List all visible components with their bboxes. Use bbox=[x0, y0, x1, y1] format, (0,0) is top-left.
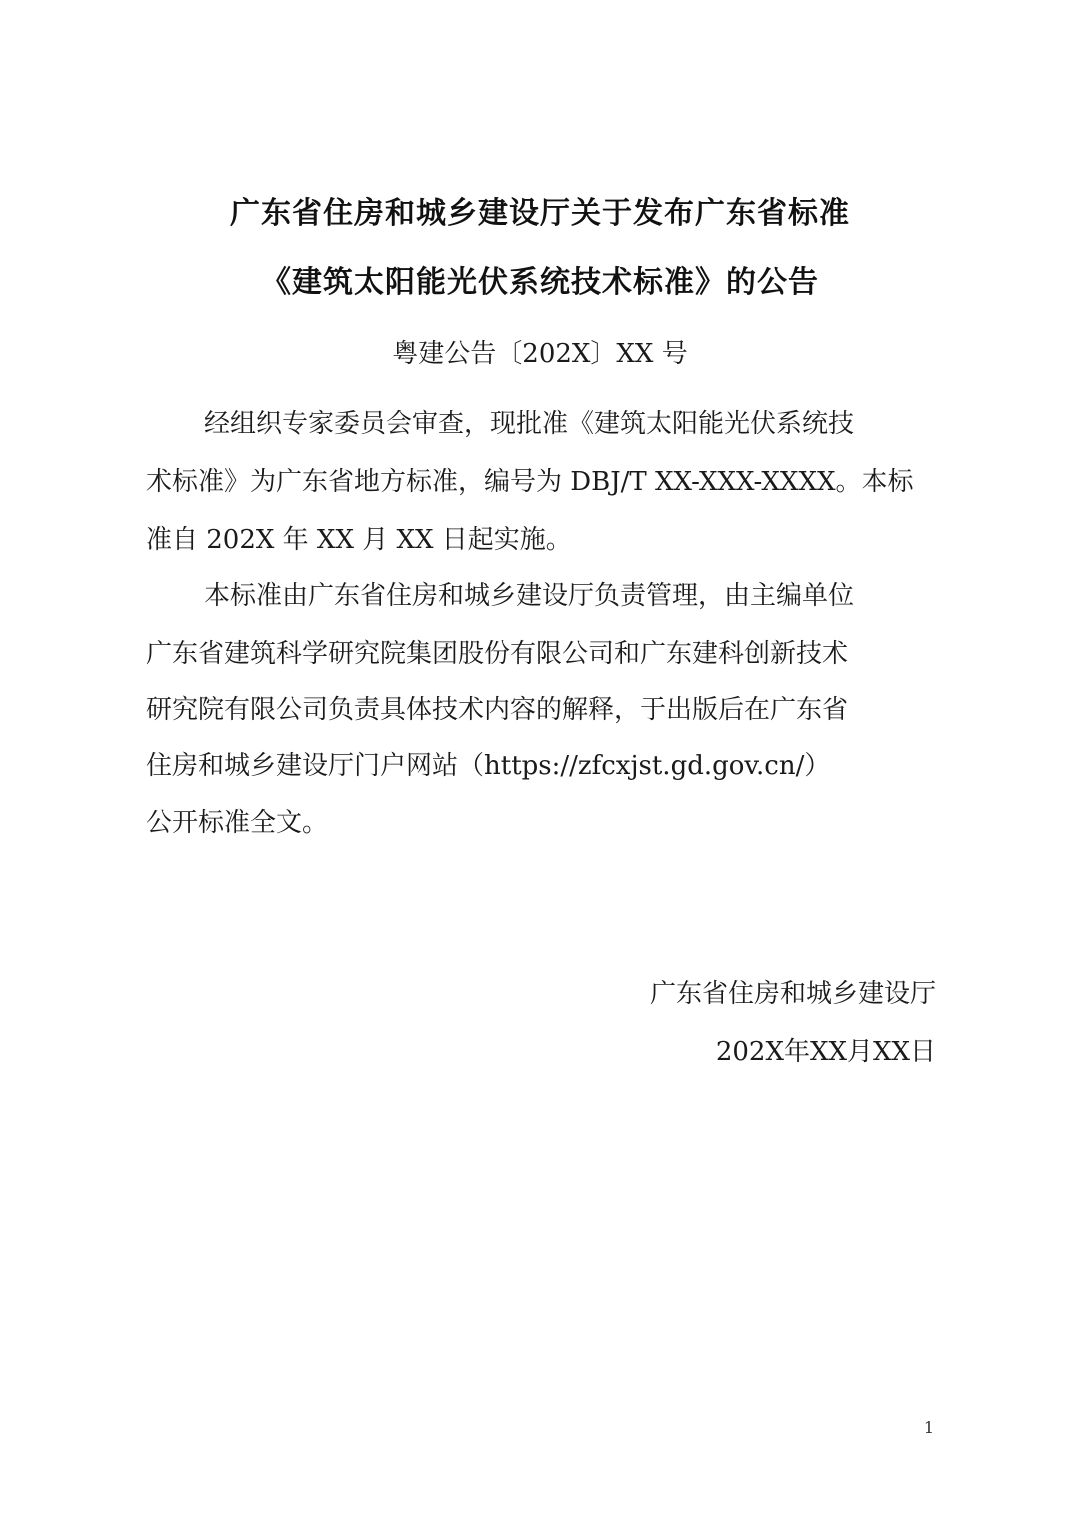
document-title-line-2: 《建筑太阳能光伏系统技术标准》的公告 bbox=[261, 265, 819, 300]
paragraph-line: 研究院有限公司负责具体技术内容的解释，于出版后在广东省 bbox=[146, 695, 849, 725]
page-number: 1 bbox=[923, 1418, 934, 1437]
paragraph-line: 准自 202X 年 XX 月 XX 日起实施。 bbox=[146, 525, 572, 555]
signature-date: 202X年XX月XX日 bbox=[715, 1037, 936, 1067]
paragraph-line-with-url: 住房和城乡建设厅门户网站（https://zfcxjst.gd.gov.cn/） bbox=[146, 751, 831, 781]
document-number: 粤建公告〔202X〕XX 号 bbox=[392, 339, 688, 369]
signature-organization: 广东省住房和城乡建设厅 bbox=[649, 979, 936, 1009]
paragraph-line: 广东省建筑科学研究院集团股份有限公司和广东建科创新技术 bbox=[146, 639, 849, 669]
paragraph-line: 公开标准全文。 bbox=[146, 808, 329, 838]
paragraph-line: 经组织专家委员会审查，现批准《建筑太阳能光伏系统技 bbox=[204, 409, 855, 439]
paragraph-line: 本标准由广东省住房和城乡建设厅负责管理，由主编单位 bbox=[204, 581, 855, 611]
document-title-line-1: 广东省住房和城乡建设厅关于发布广东省标准 bbox=[230, 196, 850, 231]
paragraph-line: 术标准》为广东省地方标准，编号为 DBJ/T XX-XXX-XXXX。本标 bbox=[146, 467, 914, 497]
